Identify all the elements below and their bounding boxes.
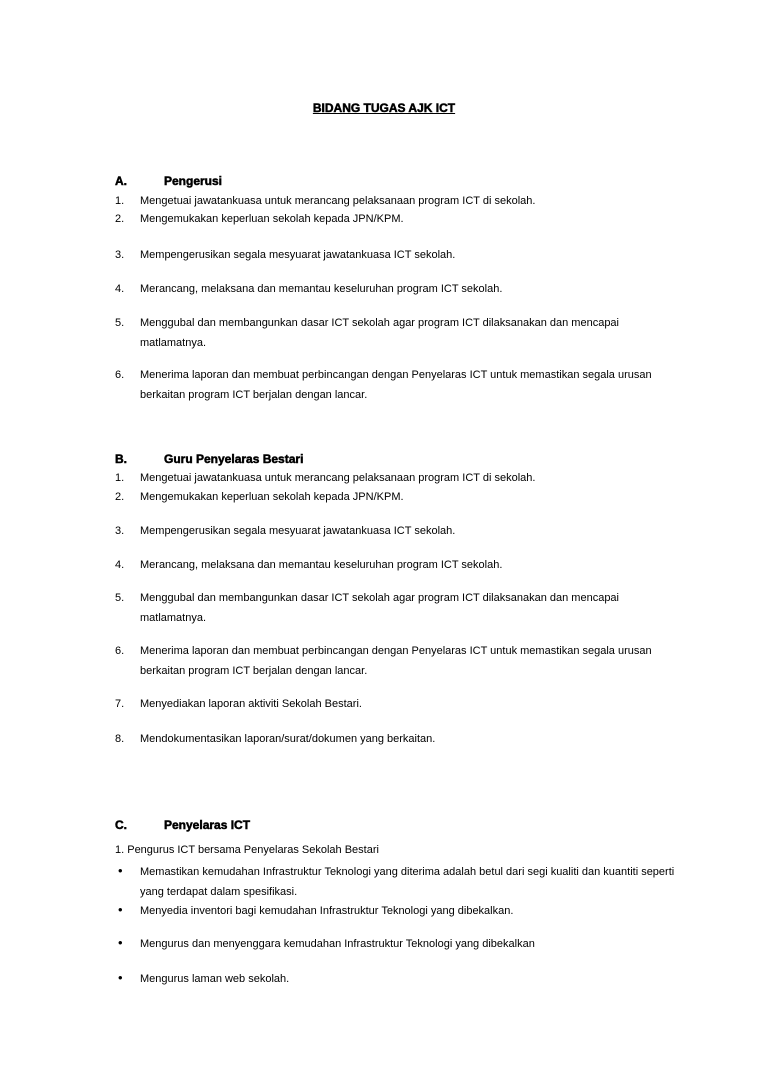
item-text: Menyedia inventori bagi kemudahan Infrastruktur Teknologi yang dibekalkan. [140,905,514,917]
item-text: Mengetuai jawatankuasa untuk merancang pelaksanaan program ICT di sekolah. [140,472,536,484]
item-number: 3. [115,249,125,261]
item-number: 4. [115,283,125,295]
bullet-icon: • [118,902,123,917]
list-item [115,209,675,229]
item-number: 8. [115,733,125,745]
section-name: Pengerusi [164,174,223,188]
item-number: 1. [115,195,125,207]
item-text: Mengurus laman web sekolah. [140,973,290,985]
item-text: Menggubal dan membangunkan dasar ICT sekolah agar program ICT dilaksanakan dan mencapai matlamatnya. [140,317,619,349]
page-title: BIDANG TUGAS AJK ICT [312,101,456,115]
item-number: 2. [115,213,125,225]
item-text: Mengetuai jawatankuasa untuk merancang pelaksanaan program ICT di sekolah. [140,195,536,207]
item-number: 6. [115,645,125,657]
item-number: 3. [115,525,125,537]
section-letter: C. [115,818,127,832]
item-text: Merancang, melaksana dan memantau keseluruhan program ICT sekolah. [140,559,503,571]
section-letter: A. [115,174,127,188]
item-text: Mengurus dan menyenggara kemudahan Infrastruktur Teknologi yang dibekalkan [140,938,535,950]
list-item [115,313,675,353]
item-number: 6. [115,369,125,381]
item-number: 7. [115,698,125,710]
item-number: 5. [115,592,125,604]
list-item [115,969,675,989]
section-letter: B. [115,452,127,466]
item-text: Memastikan kemudahan Infrastruktur Teknologi yang diterima adalah betul dari segi kualiti dan kuantiti seperti yang terdapat dalam spesifikasi. [140,866,675,898]
list-item [115,641,675,681]
item-text: Mempengerusikan segala mesyuarat jawatankuasa ICT sekolah. [140,525,456,537]
bullet-icon: • [118,863,123,878]
list-item [115,934,675,954]
item-text: Mempengerusikan segala mesyuarat jawatankuasa ICT sekolah. [140,249,456,261]
section-name: Penyelaras ICT [164,818,251,832]
item-number: 2. [115,491,125,503]
list-item [115,468,675,488]
list-item [115,555,675,575]
item-text: Mengemukakan keperluan sekolah kepada JPN/KPM. [140,491,404,503]
list-item [115,862,675,902]
bullet-icon: • [118,935,123,950]
item-text: Menerima laporan dan membuat perbincangan dengan Penyelaras ICT untuk memastikan segala urusan berkaitan program ICT berjalan dengan lancar. [140,645,652,677]
bullet-icon: • [118,970,123,985]
list-item [115,279,675,299]
item-number: 4. [115,559,125,571]
item-text: Mengemukakan keperluan sekolah kepada JPN/KPM. [140,213,404,225]
list-item [115,487,675,507]
item-text: Mendokumentasikan laporan/surat/dokumen yang berkaitan. [140,733,436,745]
item-text: Menyediakan laporan aktiviti Sekolah Bestari. [140,698,362,710]
list-item [115,901,675,921]
list-item [115,694,675,714]
item-number: 1. [115,472,125,484]
list-item [115,365,675,405]
list-item [115,729,675,749]
item-text: Menggubal dan membangunkan dasar ICT sekolah agar program ICT dilaksanakan dan mencapai matlamatnya. [140,592,619,624]
item-text: Merancang, melaksana dan memantau keseluruhan program ICT sekolah. [140,283,503,295]
subsection-intro: 1. Pengurus ICT bersama Penyelaras Sekolah Bestari [115,844,379,856]
list-item [115,245,675,265]
list-item [115,191,675,211]
item-number: 5. [115,317,125,329]
section-name: Guru Penyelaras Bestari [164,452,304,466]
list-item [115,521,675,541]
list-item [115,588,675,628]
item-text: Menerima laporan dan membuat perbincangan dengan Penyelaras ICT untuk memastikan segala urusan berkaitan program ICT berjalan dengan lancar. [140,369,652,401]
